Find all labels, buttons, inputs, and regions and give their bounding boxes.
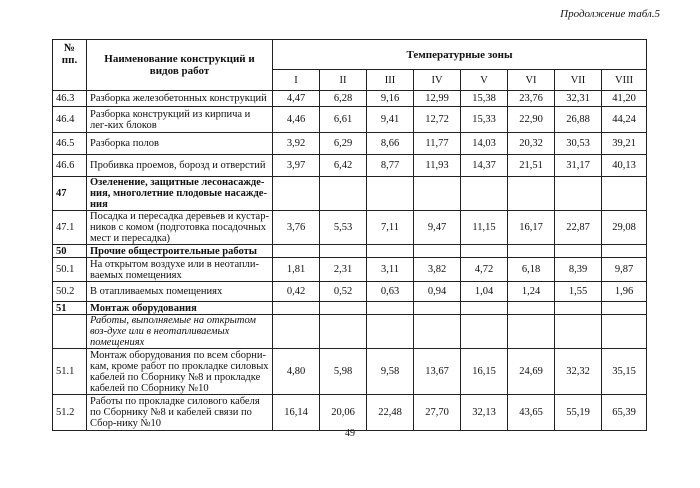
value-cell: 15,33 xyxy=(461,107,508,133)
value-cell: 20,06 xyxy=(320,395,367,431)
value-cell: 3,82 xyxy=(414,258,461,282)
value-cell: 55,19 xyxy=(555,395,602,431)
value-cell: 1,96 xyxy=(602,282,647,302)
value-cell: 1,04 xyxy=(461,282,508,302)
value-cell: 6,18 xyxy=(508,258,555,282)
value-cell: 35,15 xyxy=(602,349,647,395)
header-zones: Температурные зоны xyxy=(273,40,647,70)
row-name: Работы по прокладке силового кабеля по Сборнику №8 и кабелей связи по Сбор-нику №10 xyxy=(87,395,273,431)
row-number: 46.4 xyxy=(53,107,87,133)
table-caption: Продолжение табл.5 xyxy=(560,8,660,20)
value-cell: 39,21 xyxy=(602,133,647,155)
row-name: Разборка полов xyxy=(87,133,273,155)
row-number: 51 xyxy=(53,302,87,315)
value-cell: 31,17 xyxy=(555,155,602,177)
value-cell: 41,20 xyxy=(602,91,647,107)
table-row xyxy=(53,258,647,282)
row-number: 51.2 xyxy=(53,395,87,431)
zone-label: II xyxy=(320,70,367,91)
table-row xyxy=(53,211,647,245)
row-name: Разборка конструкций из кирпича и лег-ких блоков xyxy=(87,107,273,133)
value-cell: 7,11 xyxy=(367,211,414,245)
value-cell: 29,08 xyxy=(602,211,647,245)
value-cell: 12,99 xyxy=(414,91,461,107)
value-cell: 0,63 xyxy=(367,282,414,302)
zone-label: IV xyxy=(414,70,461,91)
value-cell: 9,16 xyxy=(367,91,414,107)
value-cell: 30,53 xyxy=(555,133,602,155)
table-row xyxy=(53,282,647,302)
row-number: 47.1 xyxy=(53,211,87,245)
row-name: Монтаж оборудования по всем сборни-кам, кроме работ по прокладке силовых кабелей по Сборнику №8 и прокладке кабелей по Сборнику №10 xyxy=(87,349,273,395)
value-cell: 22,87 xyxy=(555,211,602,245)
value-cell: 8,66 xyxy=(367,133,414,155)
table-row xyxy=(53,349,647,395)
value-cell: 6,42 xyxy=(320,155,367,177)
row-number: 46.6 xyxy=(53,155,87,177)
value-cell: 43,65 xyxy=(508,395,555,431)
value-cell: 65,39 xyxy=(602,395,647,431)
value-cell: 16,15 xyxy=(461,349,508,395)
value-cell: 22,90 xyxy=(508,107,555,133)
value-cell: 32,13 xyxy=(461,395,508,431)
row-number: 47 xyxy=(53,177,87,211)
table-row xyxy=(53,395,647,431)
value-cell: 3,92 xyxy=(273,133,320,155)
header-number: № пп. xyxy=(53,40,87,91)
value-cell: 0,94 xyxy=(414,282,461,302)
value-cell: 11,93 xyxy=(414,155,461,177)
value-cell: 40,13 xyxy=(602,155,647,177)
row-name: В отапливаемых помещениях xyxy=(87,282,273,302)
value-cell: 5,98 xyxy=(320,349,367,395)
row-name: Разборка железобетонных конструкций xyxy=(87,91,273,107)
value-cell: 5,53 xyxy=(320,211,367,245)
value-cell: 0,42 xyxy=(273,282,320,302)
value-cell: 8,39 xyxy=(555,258,602,282)
table-row xyxy=(53,155,647,177)
section-title: Прочие общестроительные работы xyxy=(87,245,273,258)
value-cell: 4,80 xyxy=(273,349,320,395)
value-cell: 11,15 xyxy=(461,211,508,245)
value-cell: 1,81 xyxy=(273,258,320,282)
row-number: 50 xyxy=(53,245,87,258)
value-cell: 9,47 xyxy=(414,211,461,245)
value-cell: 6,61 xyxy=(320,107,367,133)
value-cell: 0,52 xyxy=(320,282,367,302)
section-title: Озеленение, защитные лесонасажде-ния, многолетние плодовые насажде-ния xyxy=(87,177,273,211)
zone-label: VI xyxy=(508,70,555,91)
table-row-section xyxy=(53,177,647,211)
zone-label: I xyxy=(273,70,320,91)
value-cell: 20,32 xyxy=(508,133,555,155)
row-number: 50.2 xyxy=(53,282,87,302)
value-cell: 23,76 xyxy=(508,91,555,107)
value-cell: 1,55 xyxy=(555,282,602,302)
table-row xyxy=(53,91,647,107)
row-name: Пробивка проемов, борозд и отверстий xyxy=(87,155,273,177)
value-cell: 1,24 xyxy=(508,282,555,302)
value-cell: 26,88 xyxy=(555,107,602,133)
value-cell: 9,87 xyxy=(602,258,647,282)
row-number: 46.5 xyxy=(53,133,87,155)
table-row-subsection xyxy=(53,315,647,349)
value-cell: 14,03 xyxy=(461,133,508,155)
row-name: Посадка и пересадка деревьев и кустар-ников с комом (подготовка посадочных мест и пересадка) xyxy=(87,211,273,245)
value-cell: 27,70 xyxy=(414,395,461,431)
table-row-section xyxy=(53,302,647,315)
table-row xyxy=(53,133,647,155)
row-number: 46.3 xyxy=(53,91,87,107)
value-cell: 3,11 xyxy=(367,258,414,282)
value-cell: 3,76 xyxy=(273,211,320,245)
value-cell: 44,24 xyxy=(602,107,647,133)
temperature-zones-table xyxy=(52,39,647,431)
row-number: 51.1 xyxy=(53,349,87,395)
value-cell: 2,31 xyxy=(320,258,367,282)
value-cell: 32,32 xyxy=(555,349,602,395)
value-cell: 15,38 xyxy=(461,91,508,107)
value-cell: 24,69 xyxy=(508,349,555,395)
value-cell: 4,72 xyxy=(461,258,508,282)
value-cell: 9,58 xyxy=(367,349,414,395)
zone-label: III xyxy=(367,70,414,91)
row-number: 50.1 xyxy=(53,258,87,282)
value-cell: 4,46 xyxy=(273,107,320,133)
value-cell: 9,41 xyxy=(367,107,414,133)
page-number: 49 xyxy=(345,428,355,439)
header-name: Наименование конструкций и видов работ xyxy=(87,40,273,91)
table-row-section xyxy=(53,245,647,258)
value-cell: 21,51 xyxy=(508,155,555,177)
value-cell: 12,72 xyxy=(414,107,461,133)
value-cell: 3,97 xyxy=(273,155,320,177)
section-title: Монтаж оборудования xyxy=(87,302,273,315)
value-cell: 6,28 xyxy=(320,91,367,107)
zone-label: V xyxy=(461,70,508,91)
value-cell: 11,77 xyxy=(414,133,461,155)
value-cell: 16,14 xyxy=(273,395,320,431)
value-cell: 8,77 xyxy=(367,155,414,177)
subsection-title: Работы, выполняемые на открытом воз-духе или в неотапливаемых помещениях xyxy=(87,315,273,349)
value-cell: 22,48 xyxy=(367,395,414,431)
value-cell: 32,31 xyxy=(555,91,602,107)
value-cell: 13,67 xyxy=(414,349,461,395)
value-cell: 4,47 xyxy=(273,91,320,107)
value-cell: 6,29 xyxy=(320,133,367,155)
value-cell: 14,37 xyxy=(461,155,508,177)
table-row xyxy=(53,107,647,133)
row-number xyxy=(53,315,87,349)
zone-label: VIII xyxy=(602,70,647,91)
zone-label: VII xyxy=(555,70,602,91)
value-cell: 16,17 xyxy=(508,211,555,245)
row-name: На открытом воздухе или в неотапли-ваемых помещениях xyxy=(87,258,273,282)
